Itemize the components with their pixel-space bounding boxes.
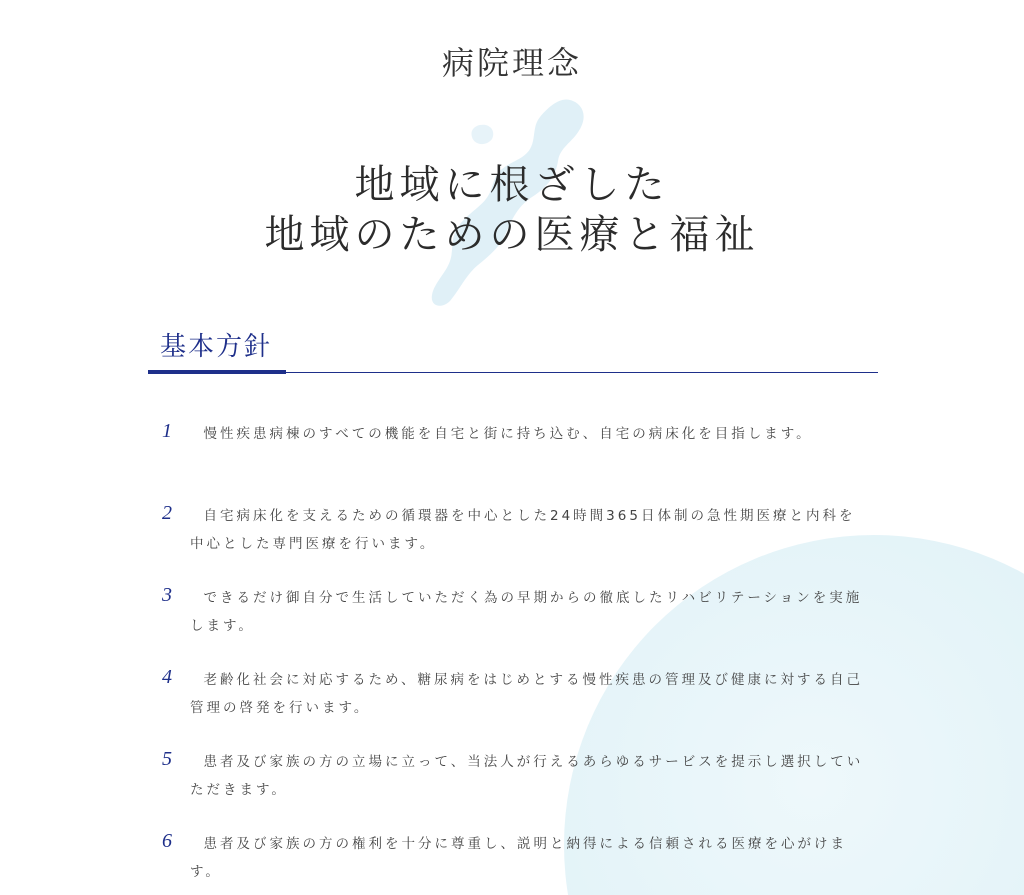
policy-number: 5: [162, 748, 172, 770]
policy-number: 6: [162, 830, 172, 852]
heading-underline-accent: [148, 370, 286, 374]
basic-policy-heading: 基本方針: [160, 332, 273, 362]
philosophy-motto: [0, 160, 1024, 260]
policy-item: [148, 666, 868, 748]
policy-item: [148, 420, 868, 502]
policy-text: 患者及び家族の方の立場に立って、当法人が行えるあらゆるサービスを提示し選択していただきます。: [190, 754, 864, 798]
policy-item: [148, 584, 868, 666]
policy-text: できるだけ御自分で生活していただく為の早期からの徹底したリハビリテーションを実施します。: [190, 590, 863, 634]
policy-number: 4: [162, 666, 172, 688]
page-title: 病院理念: [441, 44, 582, 82]
motto-line-2: 地域のための医療と福祉: [264, 212, 760, 258]
motto-line-1: 地域に根ざした: [354, 162, 670, 208]
policy-text: 自宅病床化を支えるための循環器を中心とした24時間365日体制の急性期医療と内科を中心とした専門医療を行います。: [190, 508, 856, 552]
policy-number: 1: [162, 420, 172, 442]
policy-text: 老齢化社会に対応するため、糖尿病をはじめとする慢性疾患の管理及び健康に対する自己管理の啓発を行います。: [190, 672, 863, 716]
policy-item: [148, 748, 868, 830]
policy-item: [148, 502, 868, 584]
policy-item: [148, 830, 868, 895]
policy-list: [148, 420, 868, 895]
policy-number: 3: [162, 584, 172, 606]
policy-text: 患者及び家族の方の権利を十分に尊重し、説明と納得による信頼される医療を心がけます。: [190, 836, 847, 880]
policy-text: 慢性疾患病棟のすべての機能を自宅と街に持ち込む、自宅の病床化を目指します。: [203, 426, 813, 442]
policy-number: 2: [162, 502, 172, 524]
